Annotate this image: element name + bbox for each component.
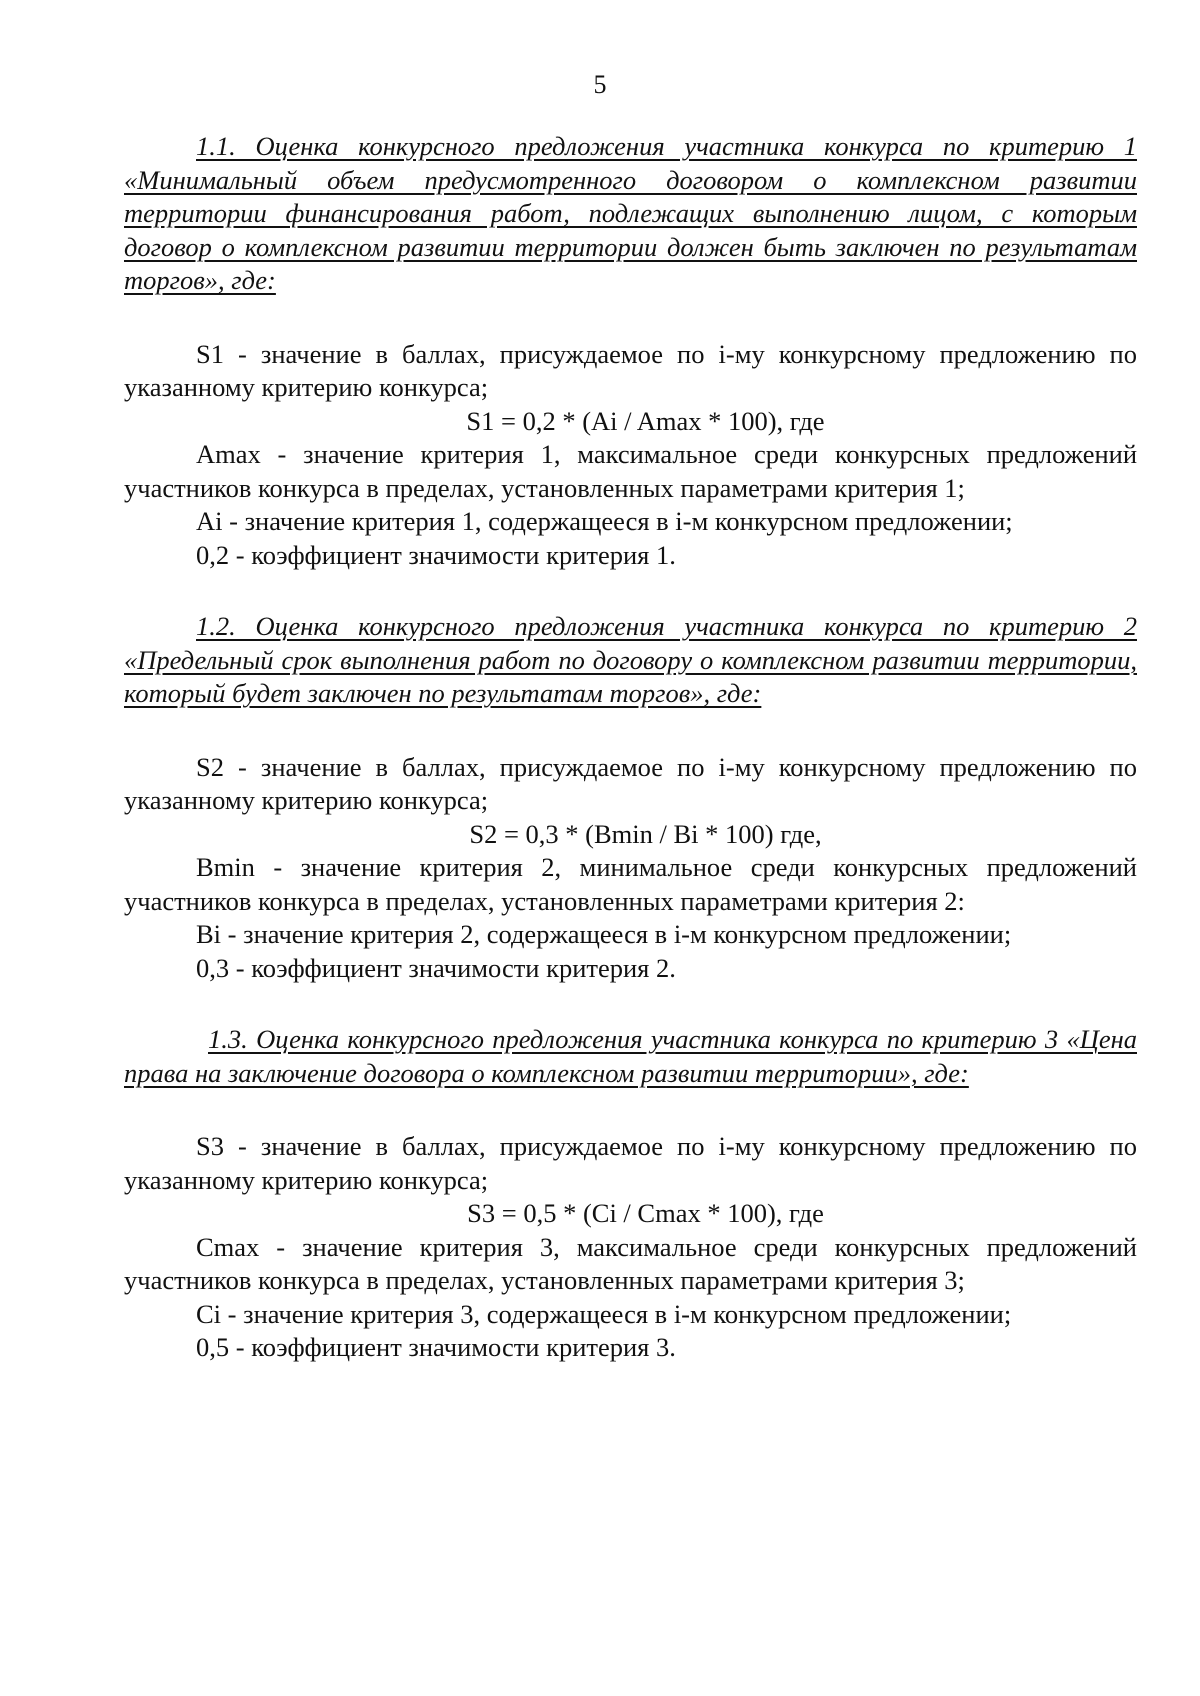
coefficient-definition: 0,2 - коэффициент значимости критерия 1. (196, 539, 676, 570)
score-formula: S1 = 0,2 * (Ai / Amax * 100), где (466, 405, 825, 436)
score-definition: S3 - значение в баллах, присуждаемое по i-му конкурсному предложению по указанному критерию конкурса; (124, 1131, 1137, 1195)
coefficient-definition: 0,3 - коэффициент значимости критерия 2. (196, 952, 676, 983)
section-heading: 1.1. Оценка конкурсного предложения участника конкурса по критерию 1 «Минимальный объем предусмотренного договором о комплексном развитии территории финансирования работ, подлежащих выполнению лицом, с которым договор о комплексном развитии территории должен быть заключен по результатам торгов», где: (124, 131, 1137, 295)
section-heading: 1.2. Оценка конкурсного предложения участника конкурса по критерию 2 «Предельный срок выполнения работ по договору о комплексном развитии территории, который будет заключен по результатам торгов», где: (124, 611, 1137, 708)
score-formula: S3 = 0,5 * (Ci / Cmax * 100), где (467, 1198, 824, 1228)
page-number: 5 (593, 70, 607, 99)
min-value-definition: Bmin - значение критерия 2, минимальное среди конкурсных предложений участников конкурса в пределах, установленных параметрами критерия 2: (124, 852, 1137, 916)
section-heading: 1.3. Оценка конкурсного предложения участника конкурса по критерию 3 «Цена права на заключение договора о комплексном развитии территории», где: (124, 1024, 1137, 1088)
section-1-1 (124, 130, 1137, 572)
max-value-definition: Amax - значение критерия 1, максимальное среди конкурсных предложений участников конкурса в пределах, установленных параметрами критерия 1; (124, 439, 1137, 503)
section-1-3 (124, 1023, 1137, 1365)
section-1-2 (124, 610, 1137, 985)
value-definition: Ai - значение критерия 1, содержащееся в i-м конкурсном предложении; (196, 506, 1013, 536)
score-formula: S2 = 0,3 * (Bmin / Bi * 100) где, (469, 818, 822, 849)
value-definition: Bi - значение критерия 2, содержащееся в i-м конкурсном предложении; (196, 919, 1012, 949)
max-value-definition: Cmax - значение критерия 3, максимальное среди конкурсных предложений участников конкурса в пределах, установленных параметрами критерия 3; (124, 1231, 1137, 1295)
score-definition: S2 - значение в баллах, присуждаемое по i-му конкурсному предложению по указанному критерию конкурса; (124, 751, 1137, 815)
document-body (124, 130, 1137, 1365)
coefficient-definition: 0,5 - коэффициент значимости критерия 3. (196, 1332, 676, 1362)
score-definition: S1 - значение в баллах, присуждаемое по i-му конкурсному предложению по указанному критерию конкурса; (124, 338, 1137, 402)
value-definition: Ci - значение критерия 3, содержащееся в i-м конкурсном предложении; (196, 1298, 1012, 1329)
